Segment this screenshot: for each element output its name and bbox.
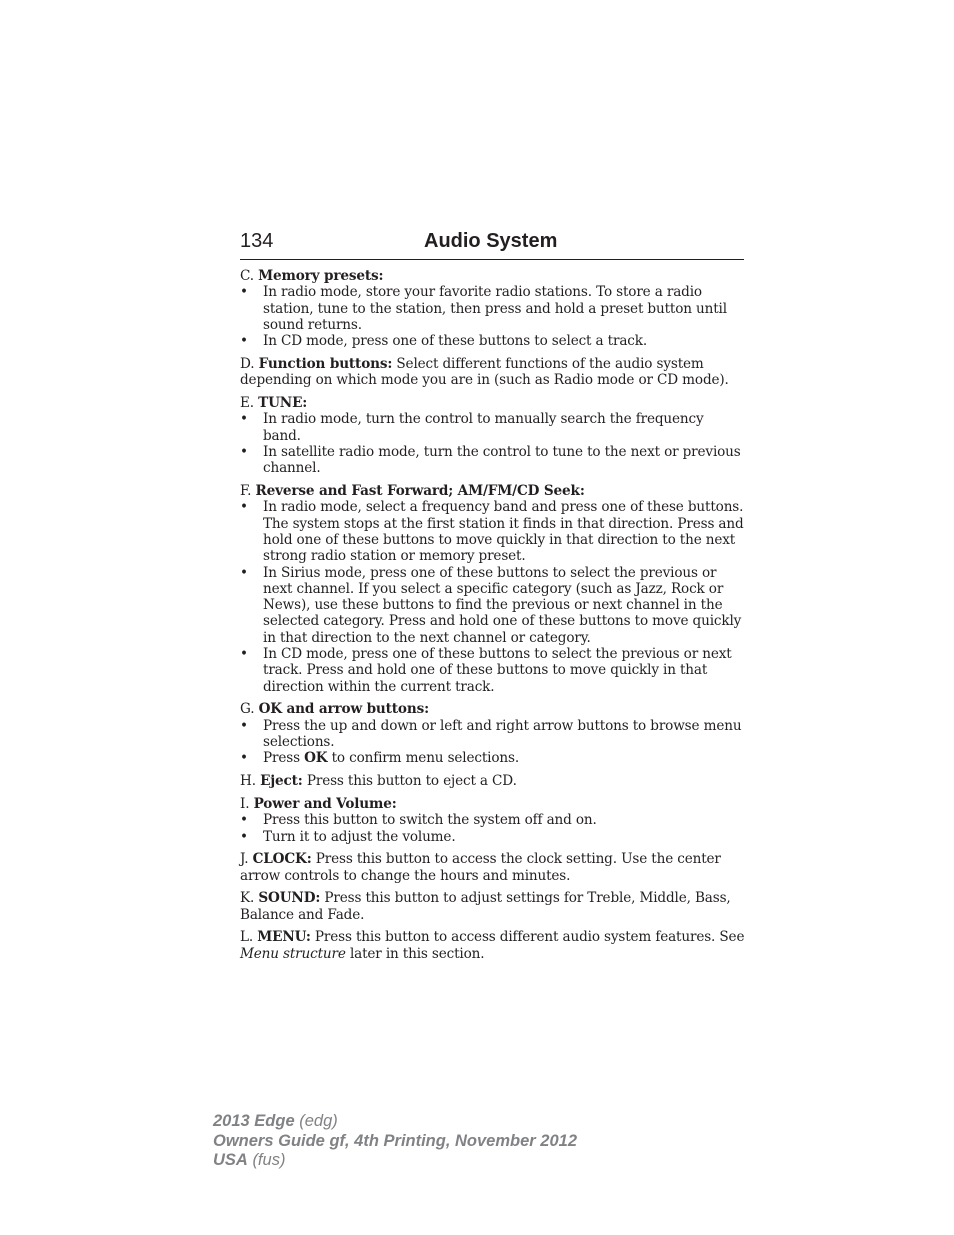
cross-reference: Menu structure (240, 945, 346, 962)
item-paragraph: K. SOUND: Press this button to adjust settings for Treble, Middle, Bass, Balance and Fade. (240, 890, 731, 923)
item-sound (240, 890, 745, 923)
item-paragraph: H. Eject: Press this button to eject a CD. (240, 773, 517, 790)
item-tune (240, 395, 745, 476)
list-item: • In radio mode, store your favorite radio stations. To store a radio station, tune to the station, then press and hold a preset button until sound returns. (240, 284, 745, 333)
item-heading: I. Power and Volume: (240, 795, 397, 812)
item-power-volume (240, 796, 745, 845)
footer-market-line: USA (fus) (213, 1151, 286, 1170)
bullet-list (240, 284, 745, 349)
item-heading: G. OK and arrow buttons: (240, 701, 429, 718)
item-paragraph: J. CLOCK: Press this button to access the clock setting. Use the center arrow controls to change the hours and minutes. (240, 851, 721, 884)
list-item: • Turn it to adjust the volume. (240, 829, 745, 845)
bullet-list (240, 812, 745, 845)
list-item: • In CD mode, press one of these buttons to select the previous or next track. Press and hold one of these buttons to move quickly in that direction within the current track. (240, 646, 745, 695)
bullet-list (240, 411, 745, 476)
list-item: • Press OK to confirm menu selections. (240, 750, 745, 766)
item-function-buttons (240, 356, 745, 389)
page-content (240, 268, 745, 969)
item-menu (240, 929, 745, 962)
list-item: • In radio mode, select a frequency band and press one of these buttons. The system stops at the first station it finds in that direction. Press and hold one of these buttons to move quickly in that direction to the next strong radio station or memory preset. (240, 499, 745, 564)
item-heading: C. Memory presets: (240, 268, 384, 284)
bullet-list (240, 718, 745, 767)
footer-model-line: 2013 Edge (edg) (213, 1112, 338, 1130)
item-heading: F. Reverse and Fast Forward; AM/FM/CD Seek: (240, 483, 585, 500)
item-paragraph: L. MENU: Press this button to access different audio system features. See Menu structure later in this section. (240, 929, 745, 962)
item-memory-presets (240, 268, 745, 349)
list-item: • In radio mode, turn the control to manually search the frequency band. (240, 411, 745, 444)
item-ok-arrow-buttons (240, 701, 745, 766)
page-footer (213, 1112, 577, 1171)
list-item: • In satellite radio mode, turn the control to tune to the next or previous channel. (240, 444, 745, 477)
page-number: 134 (240, 230, 274, 252)
list-item: • Press this button to switch the system off and on. (240, 812, 745, 828)
item-clock (240, 851, 745, 884)
item-paragraph: D. Function buttons: Select different functions of the audio system depending on which mode you are in (such as Radio mode or CD mode). (240, 355, 729, 389)
section-title: Audio System (424, 230, 558, 252)
item-eject (240, 773, 745, 789)
item-seek (240, 483, 745, 695)
bullet-list (240, 499, 745, 695)
list-item: • Press the up and down or left and right arrow buttons to browse menu selections. (240, 718, 745, 751)
list-item: • In CD mode, press one of these buttons to select a track. (240, 333, 745, 349)
list-item: • In Sirius mode, press one of these buttons to select the previous or next channel. If you select a specific category (such as Jazz, Rock or News), use these buttons to find the previous or next channel in the selected category. Press and hold one of these buttons to move quickly in that direction to the next channel or category. (240, 565, 745, 646)
page-header (240, 229, 744, 260)
footer-guide-line: Owners Guide gf, 4th Printing, November 2012 (213, 1131, 577, 1150)
item-heading: E. TUNE: (240, 395, 308, 412)
